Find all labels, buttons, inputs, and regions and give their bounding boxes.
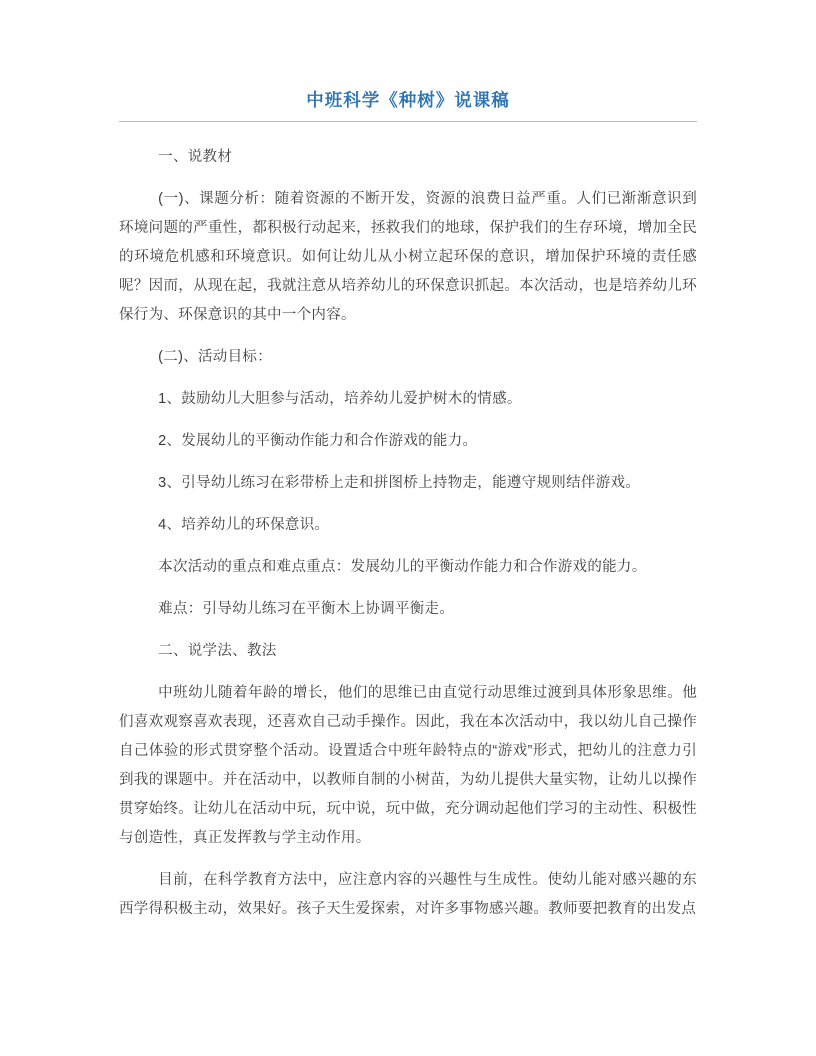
- paragraph-closing: 目前，在科学教育方法中，应注意内容的兴趣性与生成性。使幼儿能对感兴趣的东西学得积极主动，效果好。孩子天生爱探索，对许多事物感兴趣。教师要把教育的出发点: [119, 872, 697, 917]
- document-body: [119, 143, 697, 924]
- paragraph-methods-body: 中班幼儿随着年龄的增长，他们的思维已由直觉行动思维过渡到具体形象思维。他们喜欢观察喜欢表现，还喜欢自己动手操作。因此，我在本次活动中，我以幼儿自己操作自己体验的形式贯穿整个活动。设置适合中班年龄特点的“游戏”形式，把幼儿的注意力引到我的课题中。并在活动中，以教师自制的小树苗，为幼儿提供大量实物，让幼儿以操作贯穿始终。让幼儿在活动中玩，玩中说，玩中做，充分调动起他们学习的主动性、积极性与创造性，真正发挥教与学主动作用。: [119, 685, 697, 846]
- paragraph-topic-analysis: (一)、课题分析：随着资源的不断开发，资源的浪费日益严重。人们已渐渐意识到环境问题的严重性，都积极行动起来，拯救我们的地球，保护我们的生存环境，增加全民的环境危机感和环境意识。如何让幼儿从小树立起环保的意识，增加保护环境的责任感呢？因而，从现在起，我就注意从培养幼儿的环保意识抓起。本次活动，也是培养幼儿环保行为、环保意识的其中一个内容。: [119, 191, 697, 323]
- paragraph-difficulty: 难点：引导幼儿练习在平衡木上协调平衡走。: [158, 601, 455, 617]
- paragraph-key-point: 本次活动的重点和难点重点：发展幼儿的平衡动作能力和合作游戏的能力。: [158, 559, 647, 575]
- paragraph-goal-4: 4、培养幼儿的环保意识。: [158, 517, 330, 533]
- page-title: 中班科学《种树》说课稿: [306, 90, 510, 110]
- paragraph-goal-3: 3、引导幼儿练习在彩带桥上走和拼图桥上持物走，能遵守规则结伴游戏。: [158, 475, 641, 491]
- paragraph-goal-1: 1、鼓励幼儿大胆参与活动，培养幼儿爱护树木的情感。: [158, 391, 522, 407]
- paragraph-goals-heading: (二)、活动目标：: [158, 349, 272, 365]
- paragraph-methods-heading: 二、说学法、教法: [158, 643, 277, 659]
- title-divider: [119, 121, 697, 122]
- paragraph-goal-2: 2、发展幼儿的平衡动作能力和合作游戏的能力。: [158, 433, 478, 449]
- paragraph-section-heading: 一、说教材: [158, 149, 233, 165]
